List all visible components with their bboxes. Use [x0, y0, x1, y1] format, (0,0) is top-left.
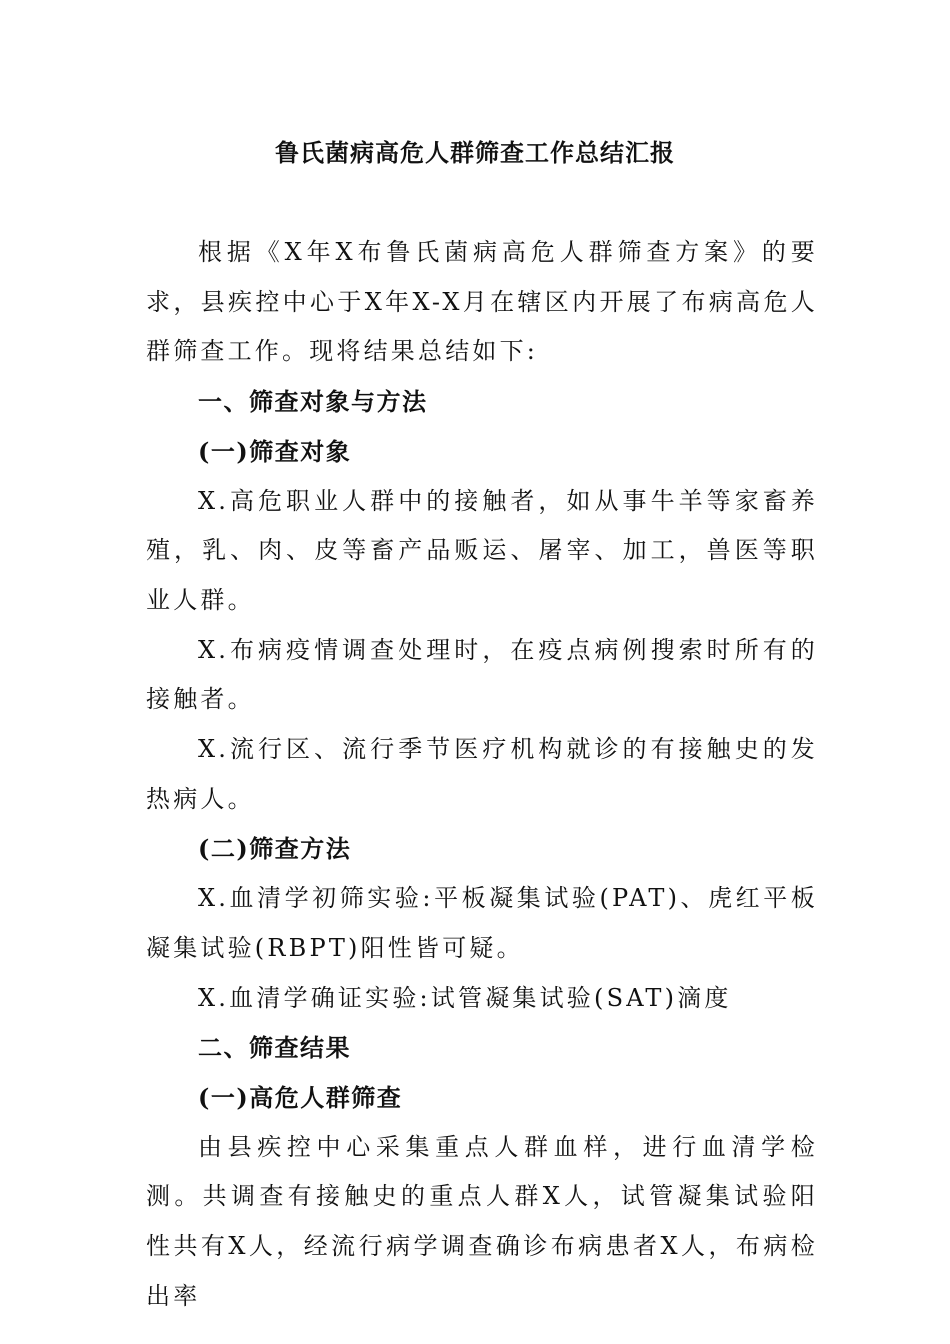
section-heading-1: 一、筛查对象与方法 [198, 387, 428, 417]
subsection-heading-screening-methods: (二)筛查方法 [198, 834, 352, 864]
target-item-3: X.流行区、流行季节医疗机构就诊的有接触史的发热病人。 [146, 735, 818, 813]
subsection-heading-high-risk-screening: (一)高危人群筛查 [198, 1082, 403, 1112]
subsection-heading-screening-targets: (一)筛查对象 [198, 436, 352, 466]
method-item-2: X.血清学确证实验:试管凝集试验(SAT)滴度 [198, 983, 732, 1012]
method-item-1: X.血清学初筛实验:平板凝集试验(PAT)、虎红平板凝集试验(RBPT)阳性皆可疑。 [146, 884, 818, 962]
intro-paragraph: 根据《X年X布鲁氏菌病高危人群筛查方案》的要求，县疾控中心于X年X-X月在辖区内开展了布病高危人群筛查工作。现将结果总结如下: [146, 238, 818, 366]
section-heading-2: 二、筛查结果 [198, 1033, 351, 1063]
document-body [146, 228, 818, 1321]
target-item-2: X.布病疫情调查处理时，在疫点病例搜索时所有的接触者。 [146, 635, 818, 714]
document-title: 鲁氏菌病高危人群筛查工作总结汇报 [275, 138, 675, 167]
target-item-1: X.高危职业人群中的接触者，如从事牛羊等家畜养殖，乳、肉、皮等畜产品贩运、屠宰、加工，兽医等职业人群。 [146, 486, 818, 614]
results-paragraph: 由县疾控中心采集重点人群血样，进行血清学检测。共调查有接触史的重点人群X人，试管凝集试验阳性共有X人，经流行病学调查确诊布病患者X人，布病检出率 [146, 1132, 818, 1310]
